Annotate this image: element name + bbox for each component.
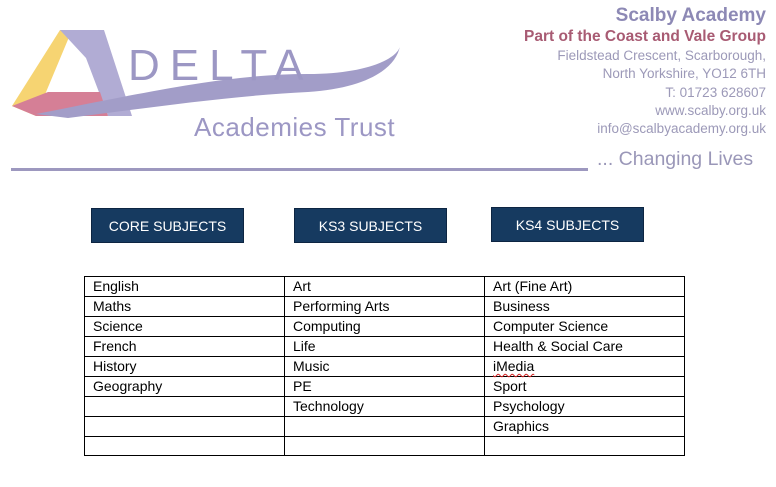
ks3-subject-cell: Technology bbox=[285, 397, 485, 417]
ks3-subject-cell: PE bbox=[285, 377, 485, 397]
tagline: ... Changing Lives bbox=[597, 148, 754, 170]
core-subject-cell: French bbox=[85, 337, 285, 357]
core-subjects-button[interactable]: CORE SUBJECTS bbox=[91, 208, 244, 243]
table-row bbox=[85, 317, 685, 337]
spellcheck-flagged-word: iMedia bbox=[493, 358, 535, 374]
ks3-subject-cell: Computing bbox=[285, 317, 485, 337]
ks4-subject-cell: Business bbox=[485, 297, 685, 317]
ks4-subject-cell: Psychology bbox=[485, 397, 685, 417]
table-row bbox=[85, 377, 685, 397]
ks4-subject-cell bbox=[485, 357, 685, 377]
table-row bbox=[85, 417, 685, 437]
delta-academies-trust-logo bbox=[8, 22, 408, 142]
ks4-subjects-button[interactable]: KS4 SUBJECTS bbox=[491, 207, 644, 242]
website-link[interactable]: www.scalby.org.uk bbox=[655, 102, 766, 118]
core-subject-cell bbox=[85, 417, 285, 437]
table-row bbox=[85, 277, 685, 297]
core-subject-cell bbox=[85, 397, 285, 417]
logo-subtitle: Academies Trust bbox=[194, 112, 396, 142]
ks3-subjects-button[interactable]: KS3 SUBJECTS bbox=[294, 208, 447, 243]
school-contact-block bbox=[524, 5, 766, 138]
ks4-subject-cell: Sport bbox=[485, 377, 685, 397]
ks3-subject-cell: Performing Arts bbox=[285, 297, 485, 317]
subjects-table bbox=[84, 276, 685, 456]
core-subject-cell: Science bbox=[85, 317, 285, 337]
address-line-2: North Yorkshire, YO12 6TH bbox=[602, 66, 766, 82]
ks4-subject-cell: Health & Social Care bbox=[485, 337, 685, 357]
table-row bbox=[85, 297, 685, 317]
core-subject-cell bbox=[85, 437, 285, 456]
ks4-subject-cell: Graphics bbox=[485, 417, 685, 437]
core-subject-cell: English bbox=[85, 277, 285, 297]
phone-number: T: 01723 628607 bbox=[665, 84, 766, 100]
table-row bbox=[85, 337, 685, 357]
school-name: Scalby Academy bbox=[615, 5, 766, 26]
core-subject-cell: Maths bbox=[85, 297, 285, 317]
core-subject-cell: Geography bbox=[85, 377, 285, 397]
group-name: Part of the Coast and Vale Group bbox=[523, 28, 766, 45]
ks4-subject-cell bbox=[485, 437, 685, 456]
ks3-subject-cell: Life bbox=[285, 337, 485, 357]
email-link[interactable]: info@scalbyacademy.org.uk bbox=[597, 121, 766, 137]
address-line-1: Fieldstead Crescent, Scarborough, bbox=[557, 48, 766, 63]
ks3-subject-cell bbox=[285, 437, 485, 456]
table-row bbox=[85, 397, 685, 417]
table-row bbox=[85, 357, 685, 377]
logo-wordmark: DELTA bbox=[128, 41, 314, 90]
ks3-subject-cell bbox=[285, 417, 485, 437]
ks4-subject-cell: Computer Science bbox=[485, 317, 685, 337]
header-divider bbox=[11, 168, 588, 171]
table-row bbox=[85, 437, 685, 456]
ks3-subject-cell: Music bbox=[285, 357, 485, 377]
ks3-subject-cell: Art bbox=[285, 277, 485, 297]
ks4-subject-cell: Art (Fine Art) bbox=[485, 277, 685, 297]
core-subject-cell: History bbox=[85, 357, 285, 377]
